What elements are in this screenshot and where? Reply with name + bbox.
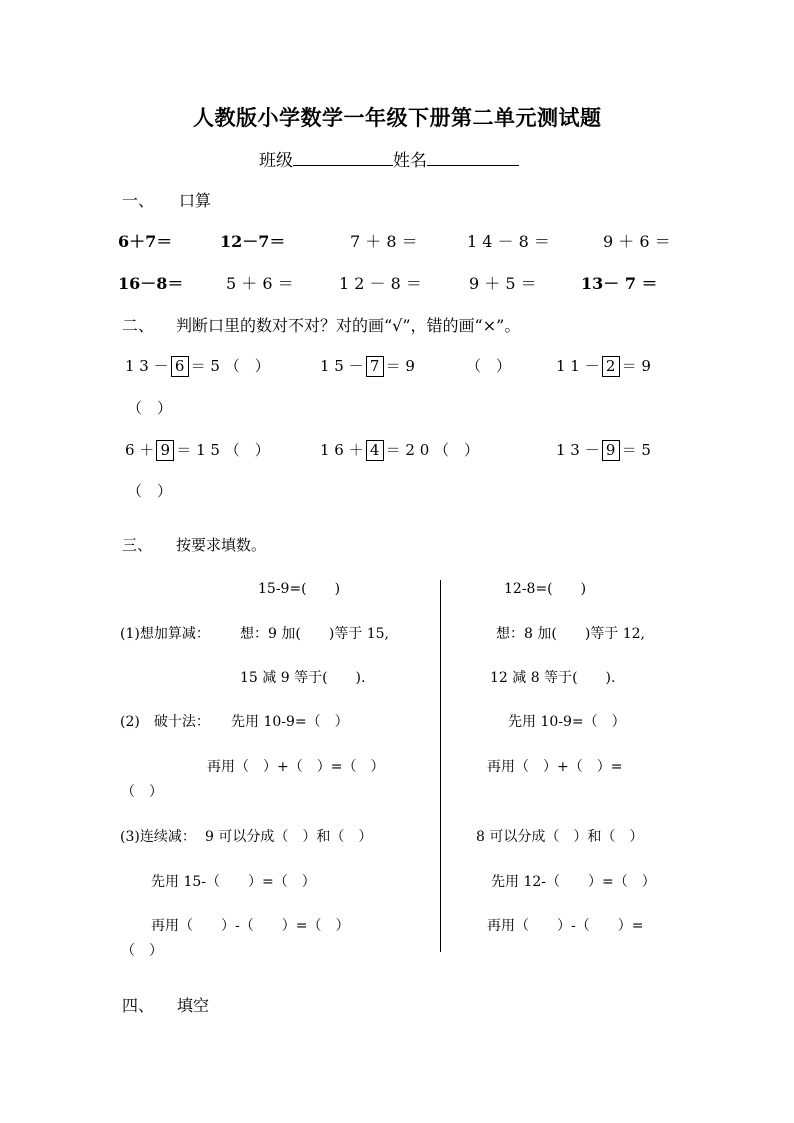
method-one-line: 15 减 9 等于( ). — [240, 670, 366, 686]
judge-item: 1 6 ＋ 4 ＝ 2 0 （ ） — [320, 441, 480, 459]
section-three-number: 三、 — [122, 536, 153, 554]
mental-math-item: 5 ＋ 6 ＝ — [226, 274, 294, 293]
mental-math-item: 13－ 7 ＝ — [581, 274, 658, 293]
section-two-number: 二、 — [122, 316, 155, 335]
judge-item: 1 1 － 2 ＝ 9 — [556, 357, 651, 375]
judge-answer-paren[interactable]: （ ） — [127, 399, 173, 417]
judge-item: 1 5 － 7 ＝ 9 — [320, 357, 415, 375]
judge-box: 7 — [366, 356, 384, 377]
judge-box: 9 — [602, 440, 620, 461]
mental-math-item: 12－7＝ — [220, 232, 286, 251]
section-one-number: 一、 — [122, 191, 155, 210]
method-two-wrap: （ ） — [121, 784, 163, 800]
judge-box: 9 — [156, 440, 174, 461]
section-four-title: 填空 — [177, 996, 210, 1015]
method-three-line: 8 可以分成（ ）和（ ） — [476, 829, 644, 845]
mental-math-item: 1 2 － 8 ＝ — [339, 274, 422, 293]
judge-answer-paren[interactable]: （ ） — [127, 482, 173, 500]
method-one-line: 12 减 8 等于( ). — [490, 670, 616, 686]
method-one-line: 想：8 加( )等于 12, — [496, 626, 645, 642]
fill-equation-right: 12-8=( ) — [504, 581, 587, 597]
section-three-title: 按要求填数。 — [176, 536, 267, 554]
section-two-title: 判断口里的数对不对？对的画“√”，错的画“×”。 — [176, 316, 521, 335]
column-divider — [440, 580, 441, 952]
method-three-line: 先用 15-（ ）=（ ） — [151, 874, 316, 890]
method-three-wrap: （ ） — [121, 943, 163, 959]
section-four-number: 四、 — [122, 996, 155, 1015]
mental-math-item: 6＋7＝ — [118, 232, 173, 251]
name-label: 姓名 — [393, 151, 427, 171]
section-one-title: 口算 — [179, 191, 212, 210]
fill-equation-left: 15-9=( ) — [258, 581, 341, 597]
judge-box: 2 — [602, 356, 620, 377]
method-three-line: 9 可以分成（ ）和（ ） — [205, 829, 373, 845]
method-two-line: 再用（ ）+（ ）=（ ） — [207, 759, 385, 775]
class-blank[interactable] — [293, 149, 393, 166]
method-two-line: 先用 10-9=（ ） — [231, 714, 349, 730]
method-three-label: (3)连续减： — [120, 829, 196, 845]
mental-math-item: 9 ＋ 6 ＝ — [603, 232, 671, 251]
judge-box: 4 — [366, 440, 384, 461]
method-two-line: 再用（ ）+（ ）= — [487, 759, 623, 775]
method-two-line: 先用 10-9=（ ） — [508, 714, 626, 730]
method-two-label: (2) 破十法： — [120, 714, 210, 730]
judge-item: 6 ＋ 9 ＝ 1 5 （ ） — [125, 441, 270, 459]
judge-item: 1 3 － 9 ＝ 5 — [556, 441, 651, 459]
mental-math-item: 16－8＝ — [118, 274, 184, 293]
method-three-line: 再用（ ）-（ ）=（ ） — [151, 918, 350, 934]
name-blank[interactable] — [427, 149, 519, 166]
mental-math-item: 1 4 － 8 ＝ — [467, 232, 550, 251]
judge-answer-paren[interactable]: （ ） — [466, 357, 512, 375]
method-one-line: 想：9 加( )等于 15, — [240, 626, 389, 642]
judge-item: 1 3 － 6 ＝ 5 （ ） — [125, 357, 270, 375]
class-label: 班级 — [259, 151, 293, 171]
page-title: 人教版小学数学一年级下册第二单元测试题 — [193, 105, 602, 130]
method-one-label: (1)想加算减： — [120, 626, 210, 642]
judge-box: 6 — [171, 356, 189, 377]
mental-math-item: 9 ＋ 5 ＝ — [469, 274, 537, 293]
method-three-line: 先用 12-（ ）=（ ） — [491, 874, 656, 890]
class-name-line — [259, 149, 519, 170]
mental-math-item: 7 ＋ 8 ＝ — [350, 232, 418, 251]
method-three-line: 再用（ ）-（ ）= — [487, 918, 644, 934]
